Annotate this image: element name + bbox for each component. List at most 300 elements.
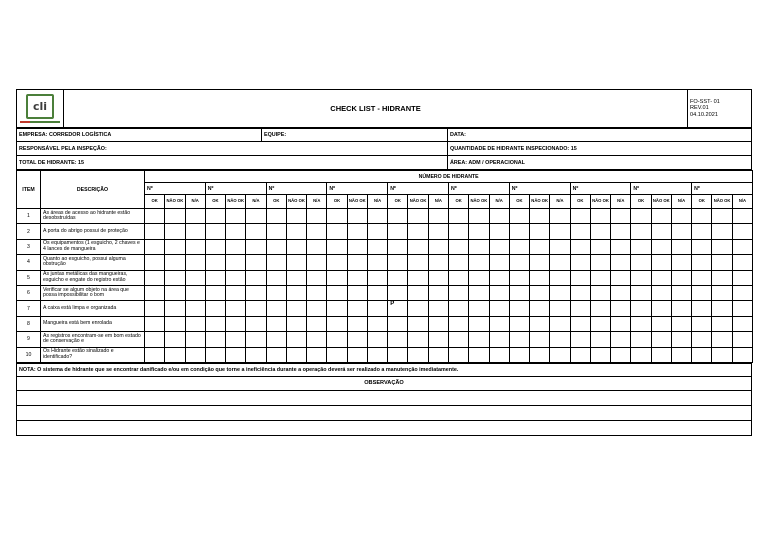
check-cell[interactable]: [327, 301, 347, 316]
check-cell[interactable]: [530, 270, 550, 285]
check-cell[interactable]: [692, 347, 712, 362]
check-cell[interactable]: [145, 285, 165, 300]
check-cell[interactable]: [631, 332, 651, 347]
check-cell[interactable]: [307, 285, 327, 300]
check-cell[interactable]: [489, 270, 509, 285]
check-cell[interactable]: [327, 239, 347, 254]
check-cell[interactable]: [307, 301, 327, 316]
check-cell[interactable]: [469, 224, 489, 239]
check-cell[interactable]: [327, 224, 347, 239]
check-cell[interactable]: [530, 332, 550, 347]
check-cell[interactable]: [145, 332, 165, 347]
check-cell[interactable]: [347, 332, 367, 347]
check-cell[interactable]: [530, 347, 550, 362]
check-cell[interactable]: [205, 285, 225, 300]
check-cell[interactable]: [226, 239, 246, 254]
check-cell[interactable]: [448, 270, 468, 285]
check-cell[interactable]: [732, 270, 753, 285]
check-cell[interactable]: [226, 255, 246, 270]
check-cell[interactable]: [489, 209, 509, 224]
check-cell[interactable]: [307, 270, 327, 285]
check-cell[interactable]: [246, 255, 266, 270]
check-cell[interactable]: [388, 347, 408, 362]
check-cell[interactable]: [651, 316, 671, 331]
check-cell[interactable]: [246, 239, 266, 254]
check-cell[interactable]: [570, 239, 590, 254]
check-cell[interactable]: [550, 332, 570, 347]
check-cell[interactable]: [226, 347, 246, 362]
check-cell[interactable]: [145, 270, 165, 285]
hydrant-number-cell[interactable]: Nº: [145, 183, 206, 195]
check-cell[interactable]: [469, 239, 489, 254]
check-cell[interactable]: [590, 224, 610, 239]
check-cell[interactable]: [145, 255, 165, 270]
check-cell[interactable]: [590, 255, 610, 270]
hydrant-number-cell[interactable]: Nº: [692, 183, 753, 195]
check-cell[interactable]: [226, 224, 246, 239]
check-cell[interactable]: [570, 285, 590, 300]
check-cell[interactable]: [671, 347, 691, 362]
check-cell[interactable]: [165, 239, 185, 254]
check-cell[interactable]: [266, 239, 286, 254]
check-cell[interactable]: [367, 347, 387, 362]
check-cell[interactable]: [712, 270, 732, 285]
check-cell[interactable]: [692, 316, 712, 331]
check-cell[interactable]: [469, 285, 489, 300]
check-cell[interactable]: [590, 209, 610, 224]
check-cell[interactable]: [185, 347, 205, 362]
check-cell[interactable]: [611, 255, 631, 270]
check-cell[interactable]: [631, 285, 651, 300]
check-cell[interactable]: [469, 301, 489, 316]
check-cell[interactable]: [611, 239, 631, 254]
check-cell[interactable]: [651, 332, 671, 347]
check-cell[interactable]: [530, 224, 550, 239]
hydrant-number-cell[interactable]: Nº: [327, 183, 388, 195]
check-cell[interactable]: [651, 301, 671, 316]
check-cell[interactable]: [347, 347, 367, 362]
check-cell[interactable]: [489, 301, 509, 316]
check-cell[interactable]: [185, 239, 205, 254]
check-cell[interactable]: [226, 332, 246, 347]
check-cell[interactable]: [367, 270, 387, 285]
check-cell[interactable]: [246, 332, 266, 347]
check-cell[interactable]: [469, 209, 489, 224]
check-cell[interactable]: [732, 285, 753, 300]
check-cell[interactable]: [611, 224, 631, 239]
hydrant-number-cell[interactable]: Nº: [570, 183, 631, 195]
check-cell[interactable]: [205, 239, 225, 254]
check-cell[interactable]: [428, 224, 448, 239]
check-cell[interactable]: [509, 270, 529, 285]
check-cell[interactable]: [307, 347, 327, 362]
hydrant-number-cell[interactable]: Nº: [205, 183, 266, 195]
check-cell[interactable]: [692, 224, 712, 239]
equipe-field[interactable]: EQUIPE:: [262, 129, 448, 142]
check-cell[interactable]: [732, 255, 753, 270]
check-cell[interactable]: [246, 301, 266, 316]
check-cell[interactable]: [671, 209, 691, 224]
check-cell[interactable]: [266, 285, 286, 300]
check-cell[interactable]: [185, 301, 205, 316]
check-cell[interactable]: [570, 347, 590, 362]
check-cell[interactable]: [145, 239, 165, 254]
check-cell[interactable]: [712, 239, 732, 254]
check-cell[interactable]: [530, 255, 550, 270]
check-cell[interactable]: [530, 316, 550, 331]
check-cell[interactable]: [712, 285, 732, 300]
check-cell[interactable]: [469, 332, 489, 347]
check-cell[interactable]: [631, 255, 651, 270]
check-cell[interactable]: [671, 224, 691, 239]
check-cell[interactable]: [428, 316, 448, 331]
check-cell[interactable]: [671, 270, 691, 285]
check-cell[interactable]: [732, 224, 753, 239]
check-cell[interactable]: [732, 347, 753, 362]
check-cell[interactable]: [286, 301, 306, 316]
check-cell[interactable]: [611, 332, 631, 347]
check-cell[interactable]: [692, 209, 712, 224]
check-cell[interactable]: [307, 255, 327, 270]
check-cell[interactable]: [388, 255, 408, 270]
check-cell[interactable]: [327, 347, 347, 362]
check-cell[interactable]: [246, 224, 266, 239]
check-cell[interactable]: [165, 285, 185, 300]
check-cell[interactable]: [246, 316, 266, 331]
check-cell[interactable]: [388, 285, 408, 300]
check-cell[interactable]: [266, 209, 286, 224]
check-cell[interactable]: [448, 301, 468, 316]
check-cell[interactable]: [347, 285, 367, 300]
check-cell[interactable]: [550, 270, 570, 285]
check-cell[interactable]: [226, 270, 246, 285]
check-cell[interactable]: [388, 316, 408, 331]
check-cell[interactable]: [732, 239, 753, 254]
check-cell[interactable]: [509, 209, 529, 224]
check-cell[interactable]: [367, 209, 387, 224]
check-cell[interactable]: [185, 332, 205, 347]
check-cell[interactable]: [266, 301, 286, 316]
check-cell[interactable]: [448, 239, 468, 254]
check-cell[interactable]: [651, 209, 671, 224]
check-cell[interactable]: [266, 224, 286, 239]
check-cell[interactable]: [205, 224, 225, 239]
observacao-line[interactable]: [17, 390, 752, 405]
check-cell[interactable]: [530, 239, 550, 254]
check-cell[interactable]: [590, 285, 610, 300]
check-cell[interactable]: [347, 255, 367, 270]
check-cell[interactable]: [286, 209, 306, 224]
check-cell[interactable]: [347, 224, 367, 239]
hydrant-number-cell[interactable]: Nº: [631, 183, 692, 195]
check-cell[interactable]: [570, 270, 590, 285]
check-cell[interactable]: [185, 270, 205, 285]
check-cell[interactable]: [205, 255, 225, 270]
check-cell[interactable]: [266, 316, 286, 331]
check-cell[interactable]: [367, 316, 387, 331]
check-cell[interactable]: [530, 209, 550, 224]
check-cell[interactable]: [347, 301, 367, 316]
check-cell[interactable]: [347, 239, 367, 254]
check-cell[interactable]: [185, 209, 205, 224]
check-cell[interactable]: [550, 301, 570, 316]
check-cell[interactable]: [246, 285, 266, 300]
check-cell[interactable]: [712, 316, 732, 331]
check-cell[interactable]: [509, 285, 529, 300]
check-cell[interactable]: [307, 239, 327, 254]
check-cell[interactable]: [327, 285, 347, 300]
check-cell[interactable]: [428, 347, 448, 362]
check-cell[interactable]: [408, 255, 428, 270]
check-cell[interactable]: [185, 224, 205, 239]
check-cell[interactable]: [732, 301, 753, 316]
check-cell[interactable]: [448, 224, 468, 239]
check-cell[interactable]: [509, 255, 529, 270]
check-cell[interactable]: [286, 332, 306, 347]
check-cell[interactable]: [145, 301, 165, 316]
check-cell[interactable]: [509, 239, 529, 254]
check-cell[interactable]: [145, 224, 165, 239]
check-cell[interactable]: [145, 347, 165, 362]
check-cell[interactable]: [712, 209, 732, 224]
check-cell[interactable]: [448, 332, 468, 347]
check-cell[interactable]: [732, 316, 753, 331]
check-cell[interactable]: [611, 316, 631, 331]
check-cell[interactable]: [570, 316, 590, 331]
check-cell[interactable]: [246, 270, 266, 285]
check-cell[interactable]: [550, 224, 570, 239]
check-cell[interactable]: [286, 285, 306, 300]
check-cell[interactable]: [165, 224, 185, 239]
check-cell[interactable]: [408, 285, 428, 300]
check-cell[interactable]: [570, 209, 590, 224]
check-cell[interactable]: [509, 224, 529, 239]
check-cell[interactable]: [307, 224, 327, 239]
check-cell[interactable]: [489, 285, 509, 300]
check-cell[interactable]: [226, 316, 246, 331]
check-cell[interactable]: [205, 301, 225, 316]
check-cell[interactable]: [671, 301, 691, 316]
check-cell[interactable]: [327, 270, 347, 285]
check-cell[interactable]: [388, 224, 408, 239]
check-cell[interactable]: [651, 270, 671, 285]
check-cell[interactable]: [611, 301, 631, 316]
check-cell[interactable]: [286, 316, 306, 331]
check-cell[interactable]: [266, 347, 286, 362]
check-cell[interactable]: [631, 270, 651, 285]
check-cell[interactable]: [165, 332, 185, 347]
check-cell[interactable]: [266, 332, 286, 347]
check-cell[interactable]: [590, 316, 610, 331]
check-cell[interactable]: [590, 332, 610, 347]
check-cell[interactable]: [570, 224, 590, 239]
check-cell[interactable]: [367, 255, 387, 270]
check-cell[interactable]: [428, 209, 448, 224]
check-cell[interactable]: [307, 316, 327, 331]
check-cell[interactable]: [509, 301, 529, 316]
check-cell[interactable]: [631, 209, 651, 224]
check-cell[interactable]: [165, 255, 185, 270]
check-cell[interactable]: [509, 316, 529, 331]
check-cell[interactable]: [712, 347, 732, 362]
hydrant-number-cell[interactable]: Nº: [266, 183, 327, 195]
check-cell[interactable]: [428, 239, 448, 254]
check-cell[interactable]: [692, 255, 712, 270]
check-cell[interactable]: [489, 224, 509, 239]
check-cell[interactable]: [489, 255, 509, 270]
check-cell[interactable]: [692, 239, 712, 254]
check-cell[interactable]: [570, 301, 590, 316]
check-cell[interactable]: [671, 285, 691, 300]
check-cell[interactable]: [408, 301, 428, 316]
check-cell[interactable]: [732, 209, 753, 224]
check-cell[interactable]: [692, 270, 712, 285]
check-cell[interactable]: [550, 347, 570, 362]
check-cell[interactable]: [388, 209, 408, 224]
check-cell[interactable]: [327, 209, 347, 224]
check-cell[interactable]: [550, 239, 570, 254]
check-cell[interactable]: [590, 301, 610, 316]
check-cell[interactable]: [550, 209, 570, 224]
check-cell[interactable]: [408, 209, 428, 224]
check-cell[interactable]: [307, 332, 327, 347]
check-cell[interactable]: [347, 316, 367, 331]
check-cell[interactable]: [692, 332, 712, 347]
check-cell[interactable]: [732, 332, 753, 347]
check-cell[interactable]: [165, 209, 185, 224]
check-cell[interactable]: [185, 255, 205, 270]
check-cell[interactable]: [489, 332, 509, 347]
check-cell[interactable]: [388, 270, 408, 285]
check-cell[interactable]: [408, 332, 428, 347]
check-cell[interactable]: [205, 332, 225, 347]
check-cell[interactable]: [185, 285, 205, 300]
check-cell[interactable]: [631, 301, 651, 316]
check-cell[interactable]: [611, 270, 631, 285]
check-cell[interactable]: [327, 255, 347, 270]
check-cell[interactable]: [570, 332, 590, 347]
check-cell[interactable]: [428, 255, 448, 270]
check-cell[interactable]: [347, 209, 367, 224]
check-cell[interactable]: [367, 239, 387, 254]
check-cell[interactable]: [611, 285, 631, 300]
check-cell[interactable]: [226, 285, 246, 300]
check-cell[interactable]: [489, 347, 509, 362]
check-cell[interactable]: [469, 270, 489, 285]
hydrant-number-cell[interactable]: Nº: [448, 183, 509, 195]
responsavel-field[interactable]: RESPONSÁVEL PELA INSPEÇÃO:: [17, 142, 448, 156]
check-cell[interactable]: [367, 301, 387, 316]
check-cell[interactable]: [631, 224, 651, 239]
check-cell[interactable]: [367, 224, 387, 239]
check-cell[interactable]: [286, 239, 306, 254]
check-cell[interactable]: [347, 270, 367, 285]
check-cell[interactable]: [651, 224, 671, 239]
check-cell[interactable]: [631, 347, 651, 362]
check-cell[interactable]: [590, 239, 610, 254]
check-cell[interactable]: [712, 255, 732, 270]
check-cell[interactable]: [367, 285, 387, 300]
check-cell[interactable]: [246, 209, 266, 224]
check-cell[interactable]: [145, 316, 165, 331]
check-cell[interactable]: [469, 255, 489, 270]
check-cell[interactable]: [448, 209, 468, 224]
check-cell[interactable]: [489, 316, 509, 331]
observacao-line[interactable]: [17, 405, 752, 420]
check-cell[interactable]: [489, 239, 509, 254]
hydrant-number-cell[interactable]: Nº: [509, 183, 570, 195]
check-cell[interactable]: [388, 301, 408, 316]
check-cell[interactable]: [671, 332, 691, 347]
check-cell[interactable]: [509, 347, 529, 362]
check-cell[interactable]: [448, 285, 468, 300]
check-cell[interactable]: [448, 347, 468, 362]
check-cell[interactable]: [712, 224, 732, 239]
check-cell[interactable]: [327, 316, 347, 331]
check-cell[interactable]: [671, 255, 691, 270]
check-cell[interactable]: [692, 301, 712, 316]
check-cell[interactable]: [428, 332, 448, 347]
check-cell[interactable]: [692, 285, 712, 300]
check-cell[interactable]: [408, 270, 428, 285]
check-cell[interactable]: [286, 270, 306, 285]
check-cell[interactable]: [671, 239, 691, 254]
check-cell[interactable]: [145, 209, 165, 224]
check-cell[interactable]: [712, 301, 732, 316]
check-cell[interactable]: [246, 347, 266, 362]
check-cell[interactable]: [611, 209, 631, 224]
check-cell[interactable]: [590, 270, 610, 285]
check-cell[interactable]: [651, 347, 671, 362]
check-cell[interactable]: [712, 332, 732, 347]
check-cell[interactable]: [611, 347, 631, 362]
check-cell[interactable]: [286, 224, 306, 239]
check-cell[interactable]: [469, 316, 489, 331]
check-cell[interactable]: [165, 316, 185, 331]
check-cell[interactable]: [530, 285, 550, 300]
check-cell[interactable]: [550, 255, 570, 270]
check-cell[interactable]: [205, 209, 225, 224]
check-cell[interactable]: [266, 270, 286, 285]
check-cell[interactable]: [185, 316, 205, 331]
check-cell[interactable]: [631, 316, 651, 331]
hydrant-number-cell[interactable]: Nº: [388, 183, 449, 195]
check-cell[interactable]: [448, 255, 468, 270]
check-cell[interactable]: [307, 209, 327, 224]
check-cell[interactable]: [448, 316, 468, 331]
check-cell[interactable]: [165, 270, 185, 285]
check-cell[interactable]: [408, 239, 428, 254]
check-cell[interactable]: [205, 270, 225, 285]
check-cell[interactable]: [570, 255, 590, 270]
check-cell[interactable]: [651, 255, 671, 270]
check-cell[interactable]: [590, 347, 610, 362]
check-cell[interactable]: [651, 285, 671, 300]
check-cell[interactable]: [367, 332, 387, 347]
check-cell[interactable]: [327, 332, 347, 347]
check-cell[interactable]: [671, 316, 691, 331]
check-cell[interactable]: [388, 332, 408, 347]
check-cell[interactable]: [286, 255, 306, 270]
check-cell[interactable]: [205, 347, 225, 362]
check-cell[interactable]: [469, 347, 489, 362]
check-cell[interactable]: [550, 285, 570, 300]
check-cell[interactable]: [428, 285, 448, 300]
check-cell[interactable]: [530, 301, 550, 316]
check-cell[interactable]: [266, 255, 286, 270]
check-cell[interactable]: [286, 347, 306, 362]
check-cell[interactable]: [165, 301, 185, 316]
